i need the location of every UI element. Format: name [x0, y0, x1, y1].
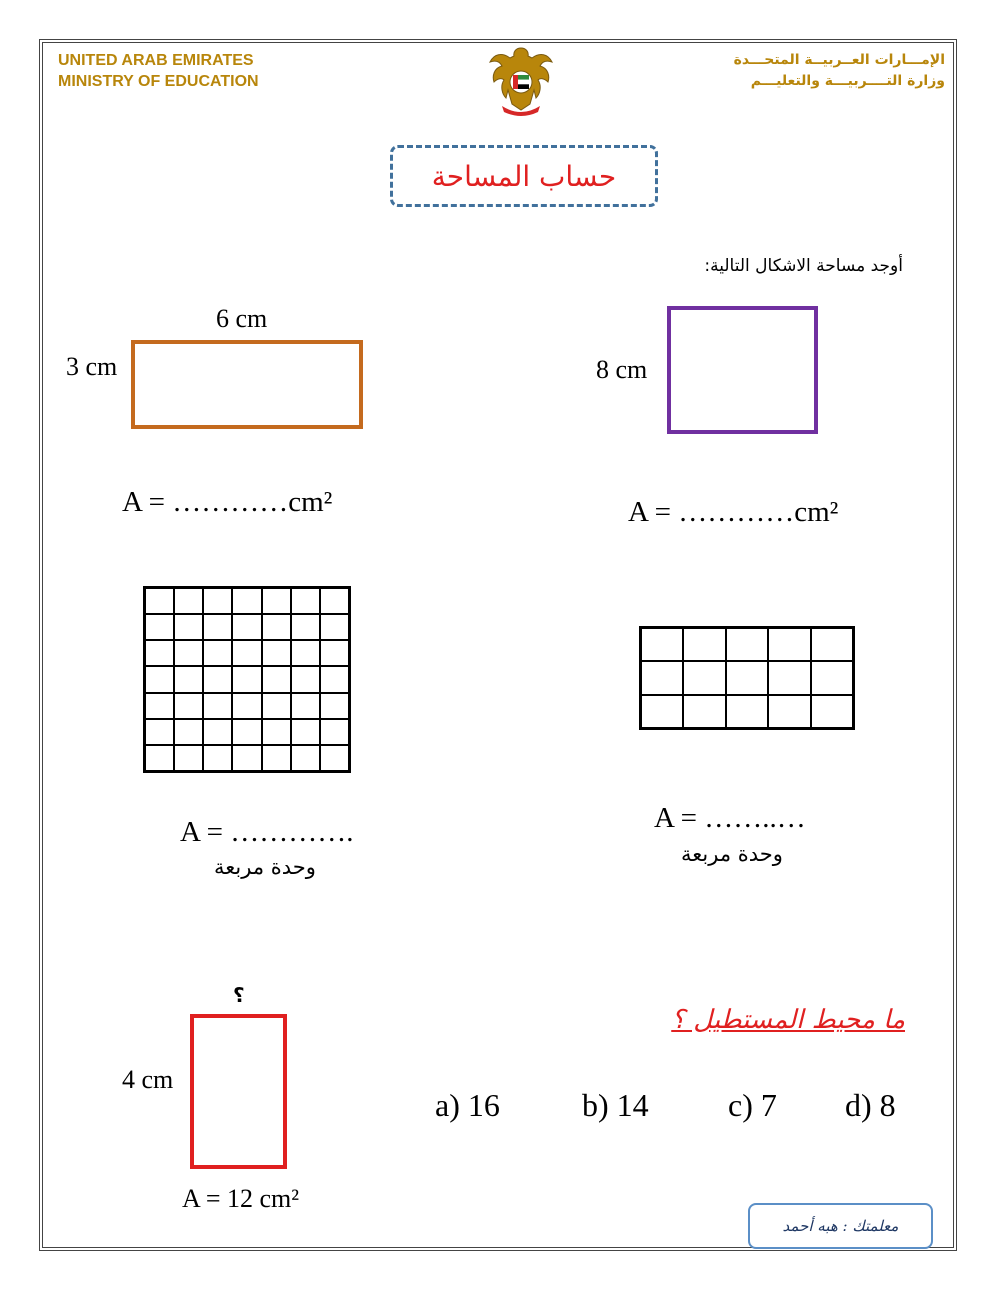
red-rectangle-area-label: A = 12 cm² — [182, 1184, 300, 1213]
grid-cell — [641, 628, 683, 661]
grid-cell — [811, 695, 853, 728]
grid-cell — [262, 666, 291, 692]
grid-right-area-answer: A = ……..… — [654, 802, 806, 834]
grid-cell — [145, 745, 174, 771]
instruction-text: أوجد مساحة الاشكال التالية: — [704, 256, 903, 276]
grid-cell — [145, 640, 174, 666]
grid-cell — [683, 695, 725, 728]
grid-cell — [320, 666, 349, 692]
grid-cell — [641, 661, 683, 694]
purple-square-shape — [667, 306, 818, 434]
grid-cell — [203, 614, 232, 640]
grid-cell — [768, 661, 810, 694]
unknown-width-mark: ؟ — [233, 983, 245, 1007]
grid-cell — [232, 745, 261, 771]
red-rectangle-shape — [190, 1014, 287, 1169]
grid-cell — [232, 693, 261, 719]
grid-cell — [320, 693, 349, 719]
grid-right-unit: وحدة مربعة — [681, 842, 783, 866]
grid-cell — [726, 628, 768, 661]
grid-cell — [726, 661, 768, 694]
header-arabic — [734, 50, 945, 92]
teacher-name: معلمتك : هبه أحمد — [782, 1217, 899, 1235]
orange-rectangle-shape — [131, 340, 363, 429]
country-name-en: UNITED ARAB EMIRATES — [58, 52, 254, 69]
uae-emblem-logo — [488, 44, 554, 118]
grid-cell — [262, 640, 291, 666]
rectangle-height-label: 3 cm — [66, 352, 118, 381]
rectangle-width-label: 6 cm — [216, 304, 268, 333]
grid-cell — [768, 695, 810, 728]
grid-cell — [320, 745, 349, 771]
grid-cell — [174, 588, 203, 614]
unit-grid-left — [143, 586, 351, 773]
perimeter-question: ما محيط المستطيل ؟ — [671, 1005, 905, 1035]
grid-cell — [203, 666, 232, 692]
grid-cell — [291, 719, 320, 745]
grid-cell — [145, 666, 174, 692]
option-a[interactable]: a) 16 — [435, 1087, 500, 1123]
grid-cell — [174, 693, 203, 719]
grid-cell — [291, 614, 320, 640]
grid-cell — [203, 745, 232, 771]
grid-cell — [768, 628, 810, 661]
grid-cell — [174, 640, 203, 666]
grid-cell — [232, 640, 261, 666]
teacher-name-box — [748, 1203, 933, 1249]
worksheet-title-box — [390, 145, 658, 207]
grid-cell — [291, 745, 320, 771]
grid-cell — [174, 666, 203, 692]
grid-cell — [203, 719, 232, 745]
grid-cell — [320, 640, 349, 666]
grid-cell — [291, 588, 320, 614]
grid-cell — [232, 588, 261, 614]
grid-cell — [232, 614, 261, 640]
grid-cell — [262, 719, 291, 745]
ministry-name-en: MINISTRY OF EDUCATION — [58, 73, 259, 90]
grid-cell — [145, 588, 174, 614]
red-rectangle-height-label: 4 cm — [122, 1065, 174, 1094]
header-english — [58, 50, 259, 92]
grid-cell — [262, 614, 291, 640]
grid-cell — [726, 695, 768, 728]
grid-cell — [641, 695, 683, 728]
grid-cell — [320, 588, 349, 614]
grid-cell — [683, 661, 725, 694]
square-side-label: 8 cm — [596, 355, 648, 384]
grid-left-area-answer: A = …………. — [180, 816, 354, 848]
ministry-name-ar: وزارة التــــربيـــة والتعليـــم — [750, 73, 945, 89]
grid-cell — [262, 693, 291, 719]
grid-cell — [203, 693, 232, 719]
grid-cell — [811, 661, 853, 694]
option-b[interactable]: b) 14 — [582, 1087, 649, 1123]
option-c[interactable]: c) 7 — [728, 1087, 777, 1123]
grid-cell — [145, 614, 174, 640]
grid-cell — [262, 745, 291, 771]
grid-cell — [320, 719, 349, 745]
grid-cell — [291, 666, 320, 692]
grid-cell — [291, 640, 320, 666]
grid-cell — [174, 719, 203, 745]
grid-left-unit: وحدة مربعة — [214, 855, 316, 879]
grid-cell — [145, 719, 174, 745]
grid-cell — [174, 614, 203, 640]
grid-cell — [811, 628, 853, 661]
square-area-answer: A = …………cm² — [628, 496, 839, 528]
grid-cell — [203, 588, 232, 614]
grid-cell — [232, 719, 261, 745]
grid-cell — [683, 628, 725, 661]
country-name-ar: الإمـــارات العــربيــة المتحـــدة — [733, 52, 945, 68]
rectangle-area-answer: A = …………cm² — [122, 486, 333, 518]
grid-cell — [291, 693, 320, 719]
grid-cell — [320, 614, 349, 640]
option-d[interactable]: d) 8 — [845, 1087, 896, 1123]
grid-cell — [262, 588, 291, 614]
grid-cell — [174, 745, 203, 771]
grid-cell — [232, 666, 261, 692]
worksheet-title: حساب المساحة — [431, 159, 617, 193]
grid-cell — [203, 640, 232, 666]
grid-cell — [145, 693, 174, 719]
unit-grid-right — [639, 626, 855, 730]
